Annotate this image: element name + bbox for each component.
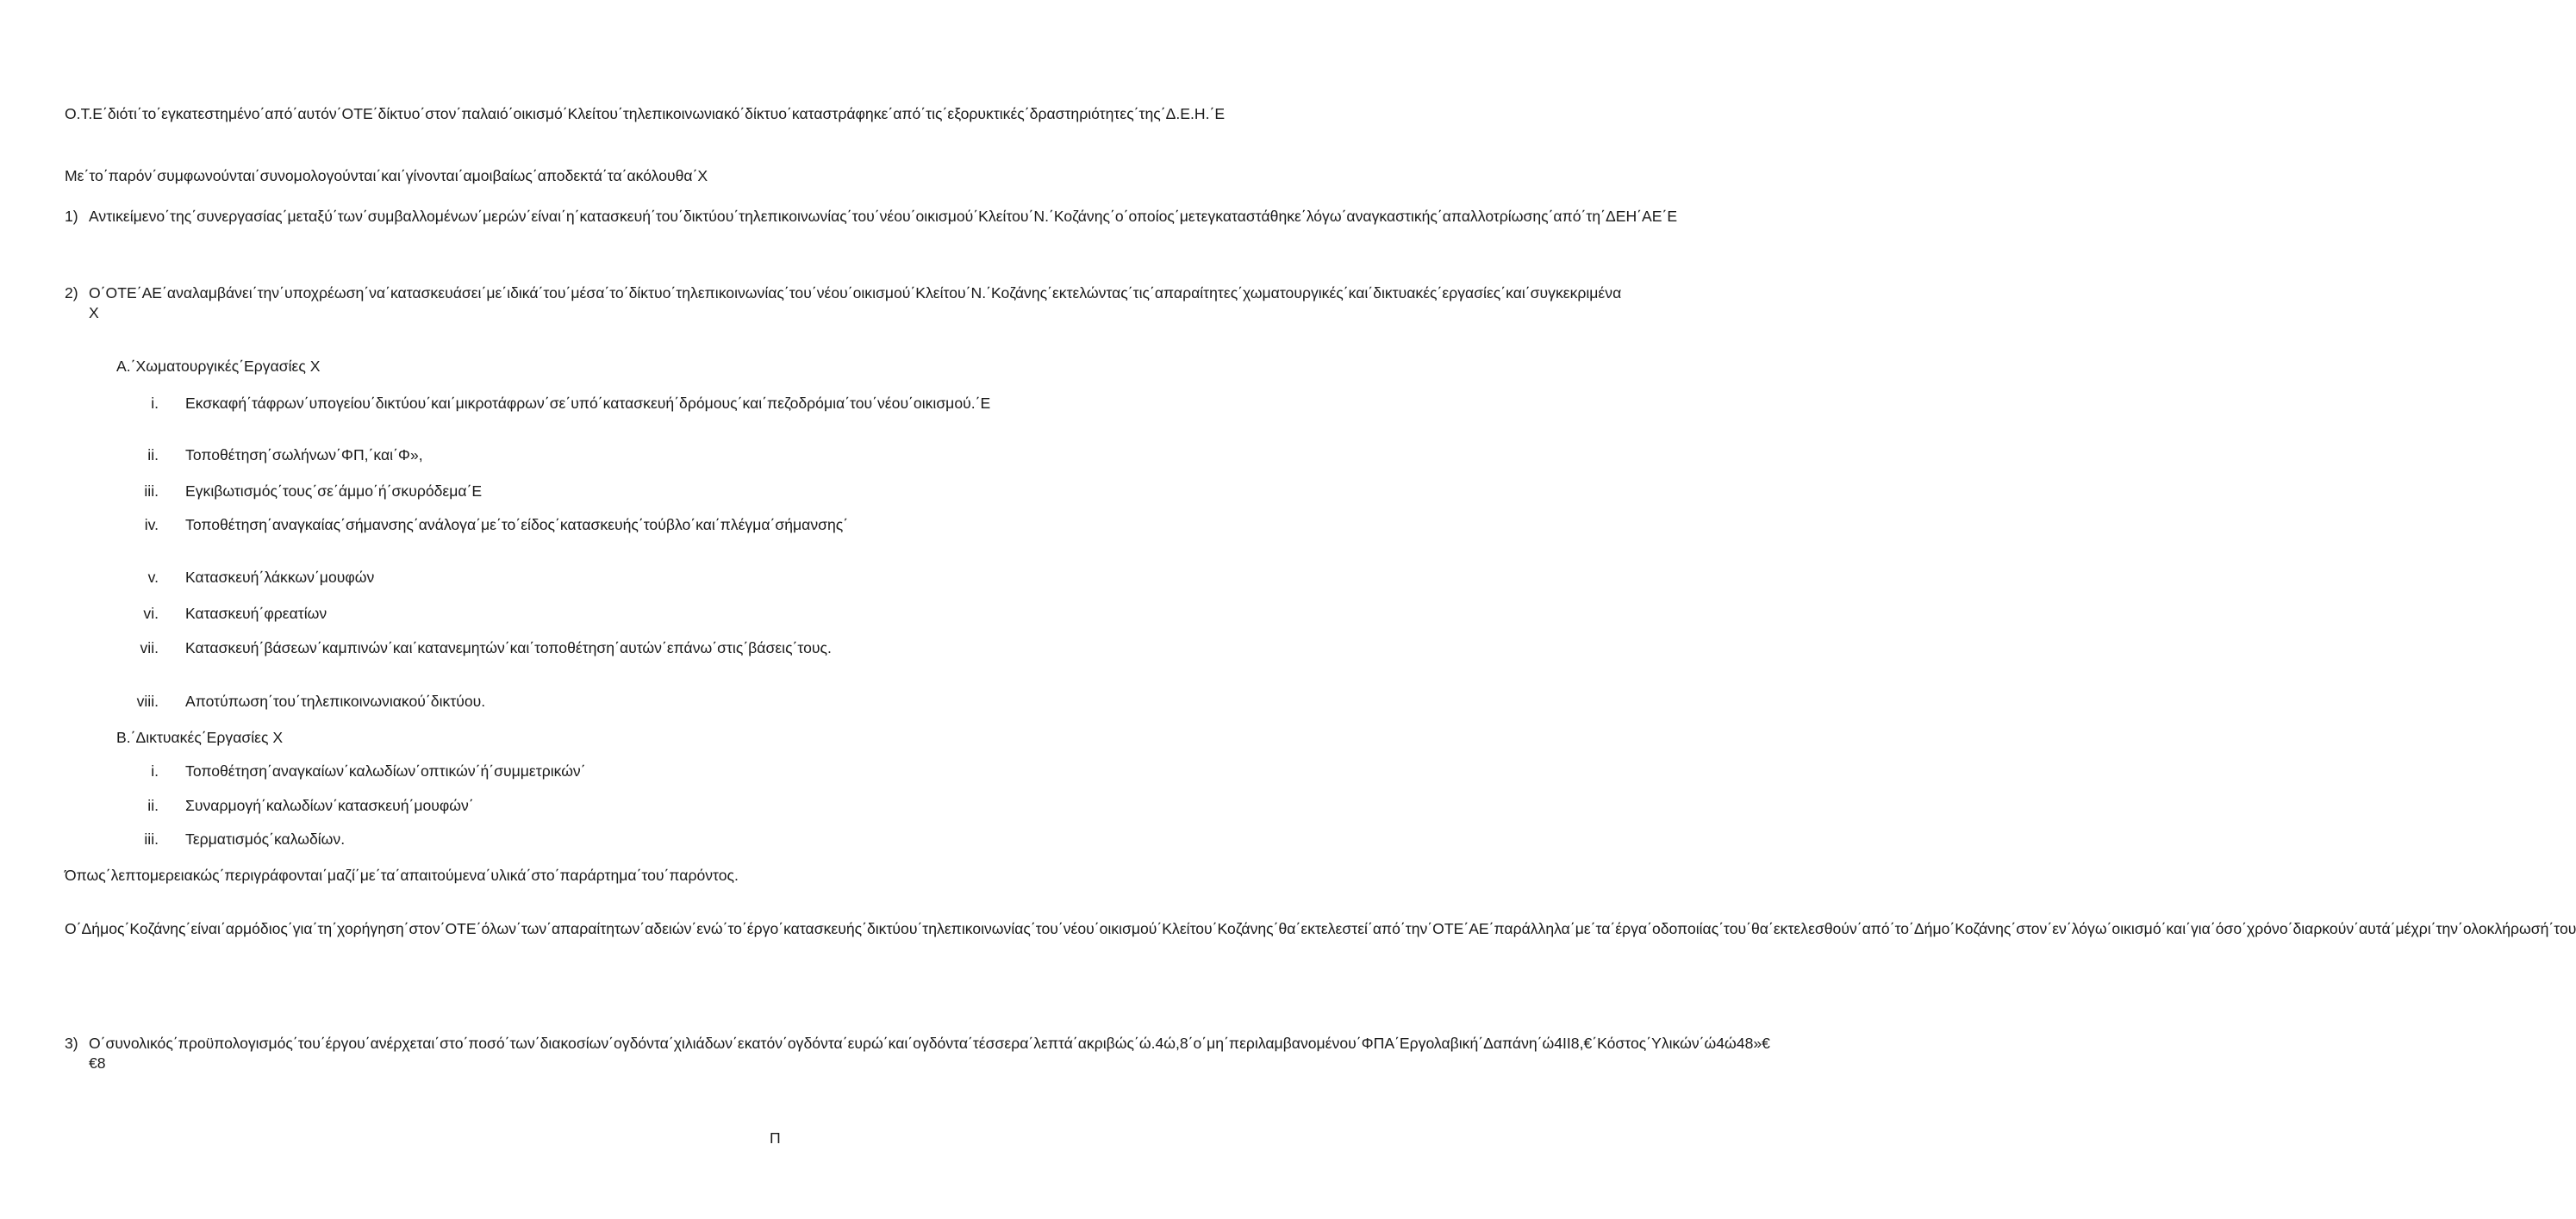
item-1-text: Αντικείμενο΄της΄συνεργασίας΄μεταξύ΄των΄συμβαλλομένων΄μερών΄είναι΄η΄κατασκευή΄του΄δικτύου΄τηλεπικοινωνίας΄του΄νέου΄οικισμού΄Κλείτου΄Ν.΄Κοζάνης΄ο΄οποίος΄μετεγκαταστάθηκε΄λόγω΄αναγκαστικής΄απαλλοτρίωσης΄από΄τη΄ΔΕΗ΄ΑΕ΄Ε (89, 208, 1678, 225)
section-a-item-text: Εκσκαφή΄τάφρων΄υπογείου΄δικτύου΄και΄μικροτάφρων΄σε΄υπό΄κατασκευή΄δρόμους΄και΄πεζοδρόμια΄του΄νέου΄οικισμού.΄Ε (185, 395, 991, 412)
section-b-item-number: i. (151, 762, 159, 780)
section-a-item-number: vi. (143, 605, 159, 622)
section-a-item-text: Τοποθέτηση΄σωλήνων΄ΦΠ,΄και΄Φ», (185, 446, 423, 463)
section-a-item-text: Κατασκευή΄φρεατίων (185, 605, 327, 622)
item-3-number: 3) (65, 1035, 78, 1052)
closing-paragraph: Όπως΄λεπτομερειακώς΄περιγράφονται΄μαζί΄με΄τα΄απαιτούμενα΄υλικά΄στο΄παράρτημα΄του΄παρόντος. (65, 867, 739, 884)
page-number: Π (770, 1129, 781, 1147)
section-a-item-number: ii. (147, 446, 159, 463)
section-b-item-text: Τερματισμός΄καλωδίων. (185, 830, 346, 848)
agreement-paragraph: Με΄το΄παρόν΄συμφωνούνται΄συνομολογούνται΄και΄γίνονται΄αμοιβαίως΄αποδεκτά΄τα΄ακόλουθα΄X (65, 167, 708, 184)
section-a-item-number: i. (151, 395, 159, 412)
section-b-item-number: ii. (147, 797, 159, 814)
section-a-item-number: v. (147, 569, 159, 586)
section-a-item-text: Αποτύπωση΄του΄τηλεπικοινωνιακού΄δικτύου. (185, 693, 486, 710)
section-a-item-text: Κατασκευή΄λάκκων΄μουφών (185, 569, 375, 586)
section-a-item-number: viii. (136, 693, 159, 710)
section-a-item-text: Κατασκευή΄βάσεων΄καμπινών΄και΄κατανεμητών΄και΄τοποθέτηση΄αυτών΄επάνω΄στις΄βάσεις΄τους. (185, 639, 832, 656)
item-2-number: 2) (65, 284, 78, 302)
section-b-title: Β.΄Δικτυακές΄Εργασίες X (116, 729, 284, 746)
item-2-text: Ο΄ΟΤΕ΄ΑΕ΄αναλαμβάνει΄την΄υποχρέωση΄να΄κατασκευάσει΄με΄ιδικά΄του΄μέσα΄το΄δίκτυο΄τηλεπικοινωνίας΄του΄νέου΄οικισμού΄Κλείτου΄Ν.΄Κοζάνης΄εκτελώντας΄τις΄απαραίτητες΄χωματουργικές΄και΄δικτυακές΄εργασίες΄και΄συγκεκριμένα X (89, 284, 1622, 321)
section-b-item-text: Τοποθέτηση΄αναγκαίων΄καλωδίων΄οπτικών΄ή΄συμμετρικών΄ (185, 762, 586, 780)
section-a-item-number: iii. (144, 482, 159, 500)
section-a-title: Α.΄Χωματουργικές΄Εργασίες X (116, 358, 321, 375)
section-a-item-number: iv. (144, 516, 159, 533)
item-1-number: 1) (65, 208, 78, 225)
budget-paragraph: Ο΄συνολικός΄προϋπολογισμός΄του΄έργου΄ανέρχεται΄στο΄ποσό΄των΄διακοσίων΄ογδόντα΄χιλιάδων΄εκατόν΄ογδόντα΄ευρώ΄και΄ογδόντα΄τέσσερα΄λεπτά΄ακριβώς΄ώ.4ώ,8΄ο΄μη΄περιλαμβανομένου΄ΦΠΑ΄Εργολαβική΄Δαπάνη΄ώ4ΙΙ8,€΄Κόστος΄Υλικών΄ώ4ώ48»€€8 (89, 1035, 1770, 1072)
municipality-paragraph: Ο΄Δήμος΄Κοζάνης΄είναι΄αρμόδιος΄για΄τη΄χορήγηση΄στον΄ΟΤΕ΄όλων΄των΄απαραίτητων΄αδειών΄ενώ΄το΄έργο΄κατασκευής΄δικτύου΄τηλεπικοινωνίας΄του΄νέου΄οικισμού΄Κλείτου΄Κοζάνης΄θα΄εκτελεστεί΄από΄την΄ΟΤΕ΄ΑΕ΄παράλληλα΄με΄τα΄έργα΄οδοποιίας΄του΄θα΄εκτελεσθούν΄από΄το΄Δήμο΄Κοζάνης΄στον΄εν΄λόγω΄οικισμό΄και΄για΄όσο΄χρόνο΄διαρκούν΄αυτά΄μέχρι΄την΄ολοκλήρωσή΄του (65, 920, 2576, 937)
section-a-item-text: Εγκιβωτισμός΄τους΄σε΄άμμο΄ή΄σκυρόδεμα΄Ε (185, 482, 483, 500)
section-a-item-text: Τοποθέτηση΄αναγκαίας΄σήμανσης΄ανάλογα΄με΄το΄είδος΄κατασκευής΄τούβλο΄και΄πλέγμα΄σήμανσης΄ (185, 516, 849, 533)
section-b-item-number: iii. (144, 830, 159, 848)
section-a-item-number: vii. (140, 639, 159, 656)
intro-paragraph: Ο.Τ.Ε΄διότι΄το΄εγκατεστημένο΄από΄αυτόν΄ΟΤΕ΄δίκτυο΄στον΄παλαιό΄οικισμό΄Κλείτου΄τηλεπικοινωνιακό΄δίκτυο΄καταστράφηκε΄από΄τις΄εξορυκτικές΄δραστηριότητες΄της΄Δ.Ε.Η.΄Ε (65, 105, 1226, 122)
section-b-item-text: Συναρμογή΄καλωδίων΄κατασκευή΄μουφών΄ (185, 797, 474, 814)
